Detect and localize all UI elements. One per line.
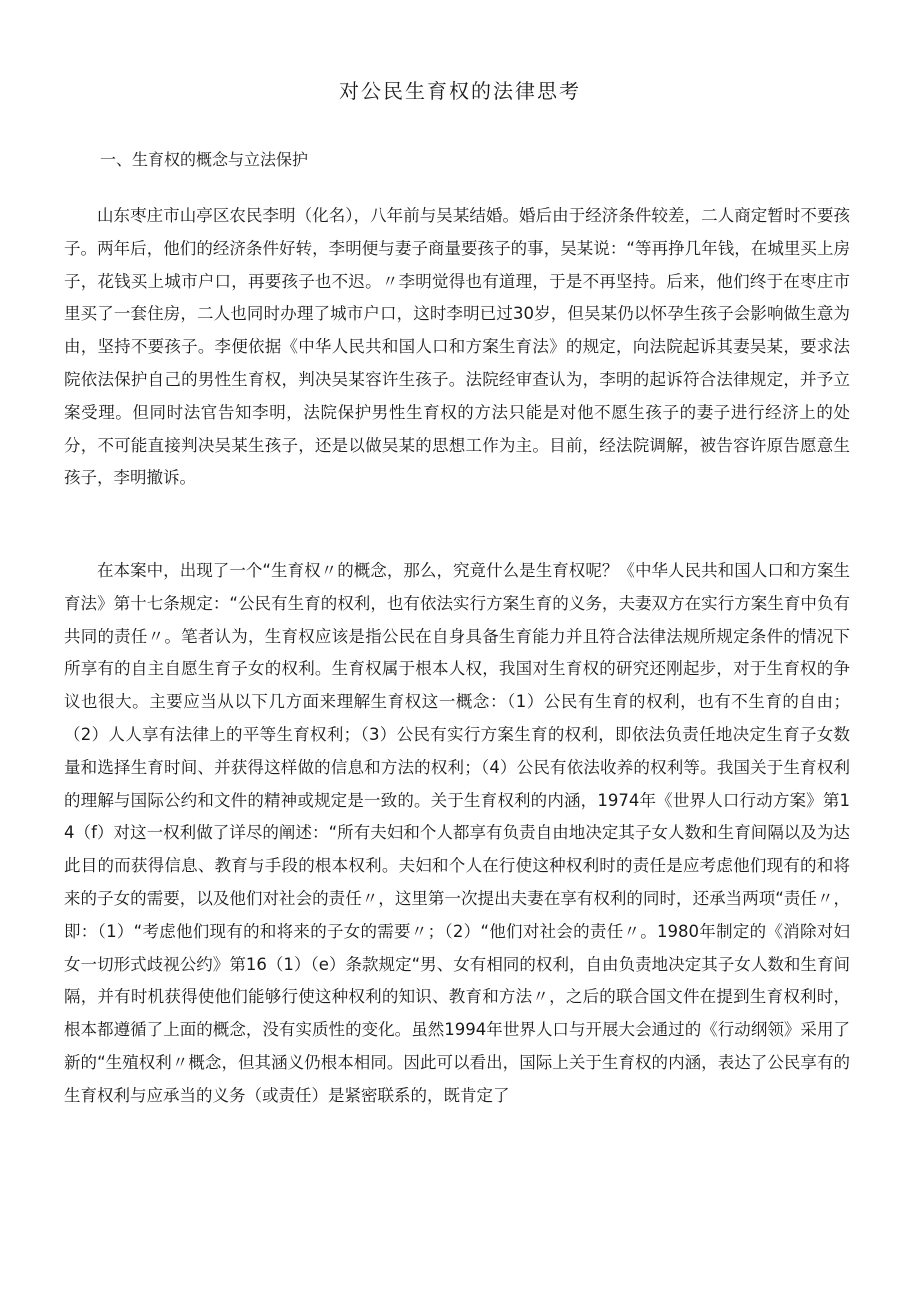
document-title: 对公民生育权的法律思考 bbox=[339, 79, 581, 103]
body-paragraph: 山东枣庄市山亭区农民李明（化名），八年前与吴某结婚。婚后由于经济条件较差，二人商定暂时不要孩子。两年后，他们的经济条件好转，李明便与妻子商量要孩子的事，吴某说：“等再挣几年钱，在城里买上房子，花钱买上城市户口，再要孩子也不迟。〃李明觉得也有道理，于是不再坚持。后来，他们终于在枣庄市里买了一套住房，二人也同时办理了城市户口，这时李明已过30岁，但吴某仍以怀孕生孩子会影响做生意为由，坚持不要孩子。李便依据《中华人民共和国人口和方案生育法》的规定，向法院起诉其妻吴某，要求法院依法保护自己的男性生育权，判决吴某容许生孩子。法院经审查认为，李明的起诉符合法律规定，并予立案受理。但同时法官告知李明，法院保护男性生育权的方法只能是对他不愿生孩子的妻子进行经济上的处分，不可能直接判决吴某生孩子，还是以做吴某的思想工作为主。目前，经法院调解，被告容许原告愿意生孩子，李明撤诉。 bbox=[64, 206, 850, 488]
section-heading: 一、生育权的概念与立法保护 bbox=[100, 150, 309, 169]
body-paragraph: 在本案中，出现了一个“生育权〃的概念，那么，究竟什么是生育权呢？《中华人民共和国人口和方案生育法》第十七条规定：“公民有生育的权利，也有依法实行方案生育的义务，夫妻双方在实行方案生育中负有共同的责任〃。笔者认为，生育权应该是指公民在自身具备生育能力并且符合法律法规所规定条件的情况下所享有的自主自愿生育子女的权利。生育权属于根本人权，我国对生育权的研究还刚起步，对于生育权的争议也很大。主要应当从以下几方面来理解生育权这一概念：（1）公民有生育的权利，也有不生育的自由；（2）人人享有法律上的平等生育权利；（3）公民有实行方案生育的权利，即依法负责任地决定生育子女数量和选择生育时间、并获得这样做的信息和方法的权利；（4）公民有依法收养的权利等。我国关于生育权利的理解与国际公约和文件的精神或规定是一致的。关于生育权利的内涵，1974年《世界人口行动方案》第14（f）对这一权利做了详尽的阐述：“所有夫妇和个人都享有负责自由地决定其子女人数和生育间隔以及为达此目的而获得信息、教育与手段的根本权利。夫妇和个人在行使这种权利时的责任是应考虑他们现有的和将来的子女的需要，以及他们对社会的责任〃，这里第一次提出夫妻在享有权利的同时，还承当两项“责任〃，即：（1）“考虑他们现有的和将来的子女的需要〃；（2）“他们对社会的责任〃。1980年制定的《消除对妇女一切形式歧视公约》第16（1）（e）条款规定“男、女有相同的权利，自由负责地决定其子女人数和生育间隔，并有时机获得使他们能够行使这种权利的知识、教育和方法〃，之后的联合国文件在提到生育权利时，根本都遵循了上面的概念，没有实质性的变化。虽然1994年世界人口与开展大会通过的《行动纲领》采用了新的“生殖权利〃概念，但其涵义仍根本相同。因此可以看出，国际上关于生育权的内涵，表达了公民享有的生育权利与应承当的义务（或责任）是紧密联系的，既肯定了 bbox=[64, 561, 850, 1105]
